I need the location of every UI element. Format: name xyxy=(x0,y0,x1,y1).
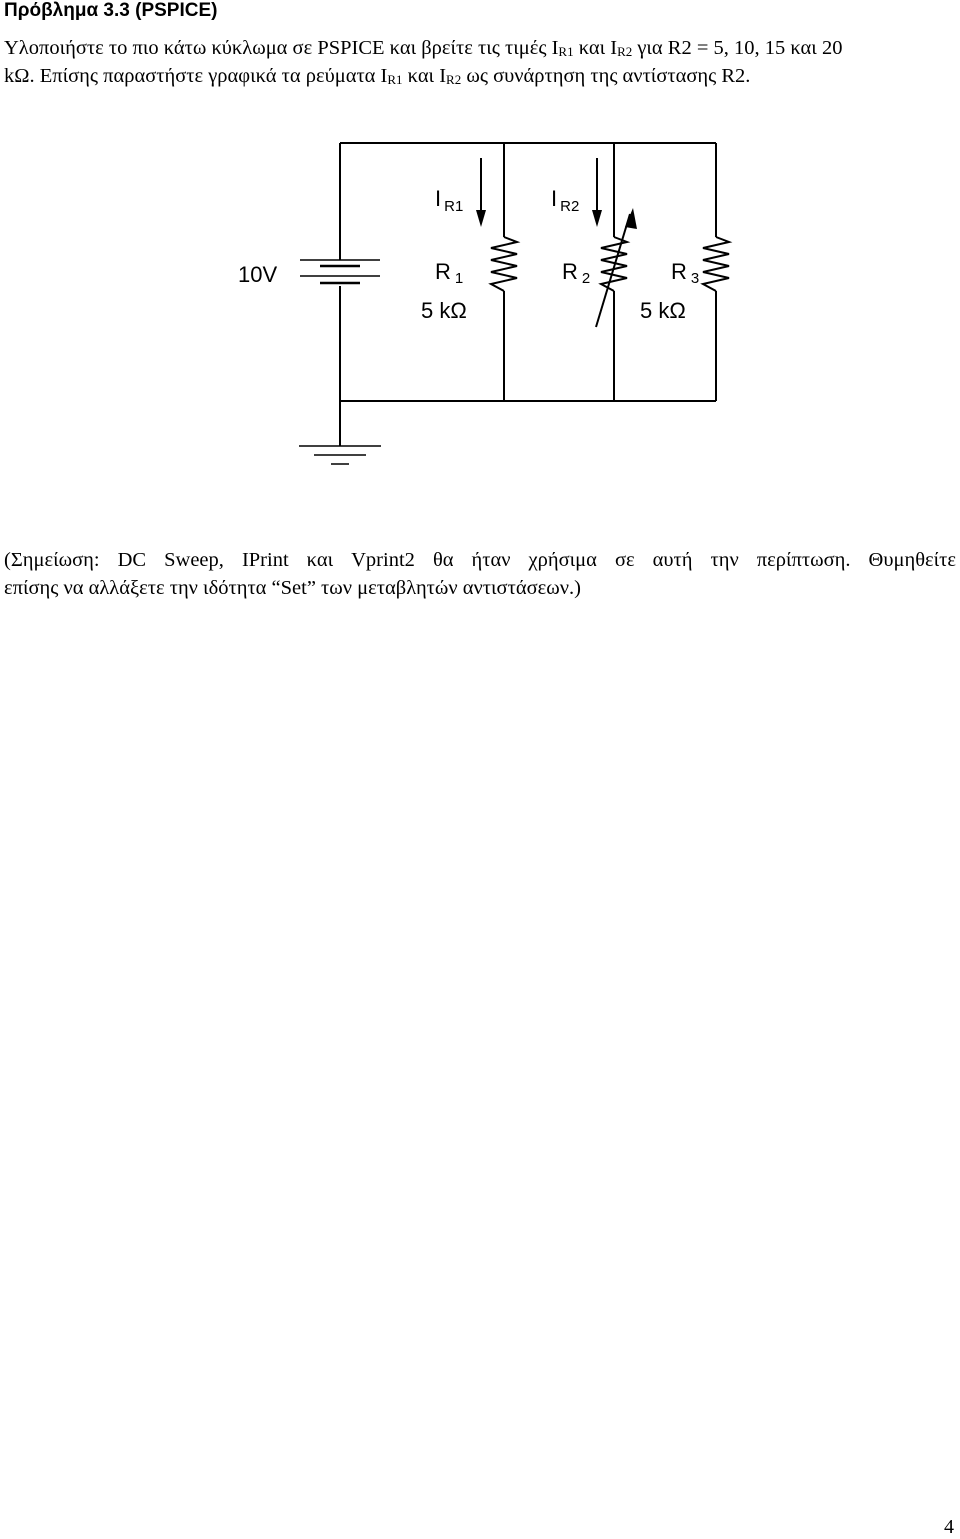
problem-line-2: kΩ. Επίσης παραστήστε γραφικά τα ρεύματα $I_{R1}$ και $I_{R2}$ ως συνάρτηση της αντίστασης R2. xyxy=(4,65,751,87)
r1-value: 5 kΩ xyxy=(421,298,467,323)
r3-label: R 3 xyxy=(671,259,700,287)
problem-line-1: Υλοποιήστε το πιο κάτω κύκλωμα σε PSPICE και βρείτε τις τιμές $I_{R1}$ και $I_{R2}$ για R2 = 5, 10, 15 και 20 xyxy=(4,37,843,59)
note-line-2: επίσης να αλλάξετε την ιδότητα “Set” των μεταβλητών αντιστάσεων.) xyxy=(4,577,581,599)
current-arrow-ir1 xyxy=(476,158,486,227)
r2-label: R 2 xyxy=(562,259,591,287)
r3-resistor-symbol xyxy=(703,237,729,291)
note-paragraph xyxy=(4,546,956,602)
r3-value: 5 kΩ xyxy=(640,298,686,323)
page-title: Πρόβλημα 3.3 (PSPICE) xyxy=(4,0,218,21)
r1-label: R 1 xyxy=(435,259,464,287)
page-number: 4 xyxy=(944,1516,954,1538)
note-line-1: (Σημείωση: DC Sweep, IPrint και Vprint2 θα ήταν χρήσιμα σε αυτή την περίπτωση. Θυμηθείτε xyxy=(4,549,956,571)
source-label: 10V xyxy=(238,262,278,287)
current-arrow-ir2 xyxy=(592,158,602,227)
r1-resistor-symbol xyxy=(491,237,517,291)
battery-symbol xyxy=(300,260,380,283)
ground-symbol xyxy=(299,446,381,464)
current1-label: I $_{R1}$ xyxy=(435,186,464,215)
circuit-diagram xyxy=(0,0,960,520)
current2-label: I $_{R2}$ xyxy=(551,186,580,215)
